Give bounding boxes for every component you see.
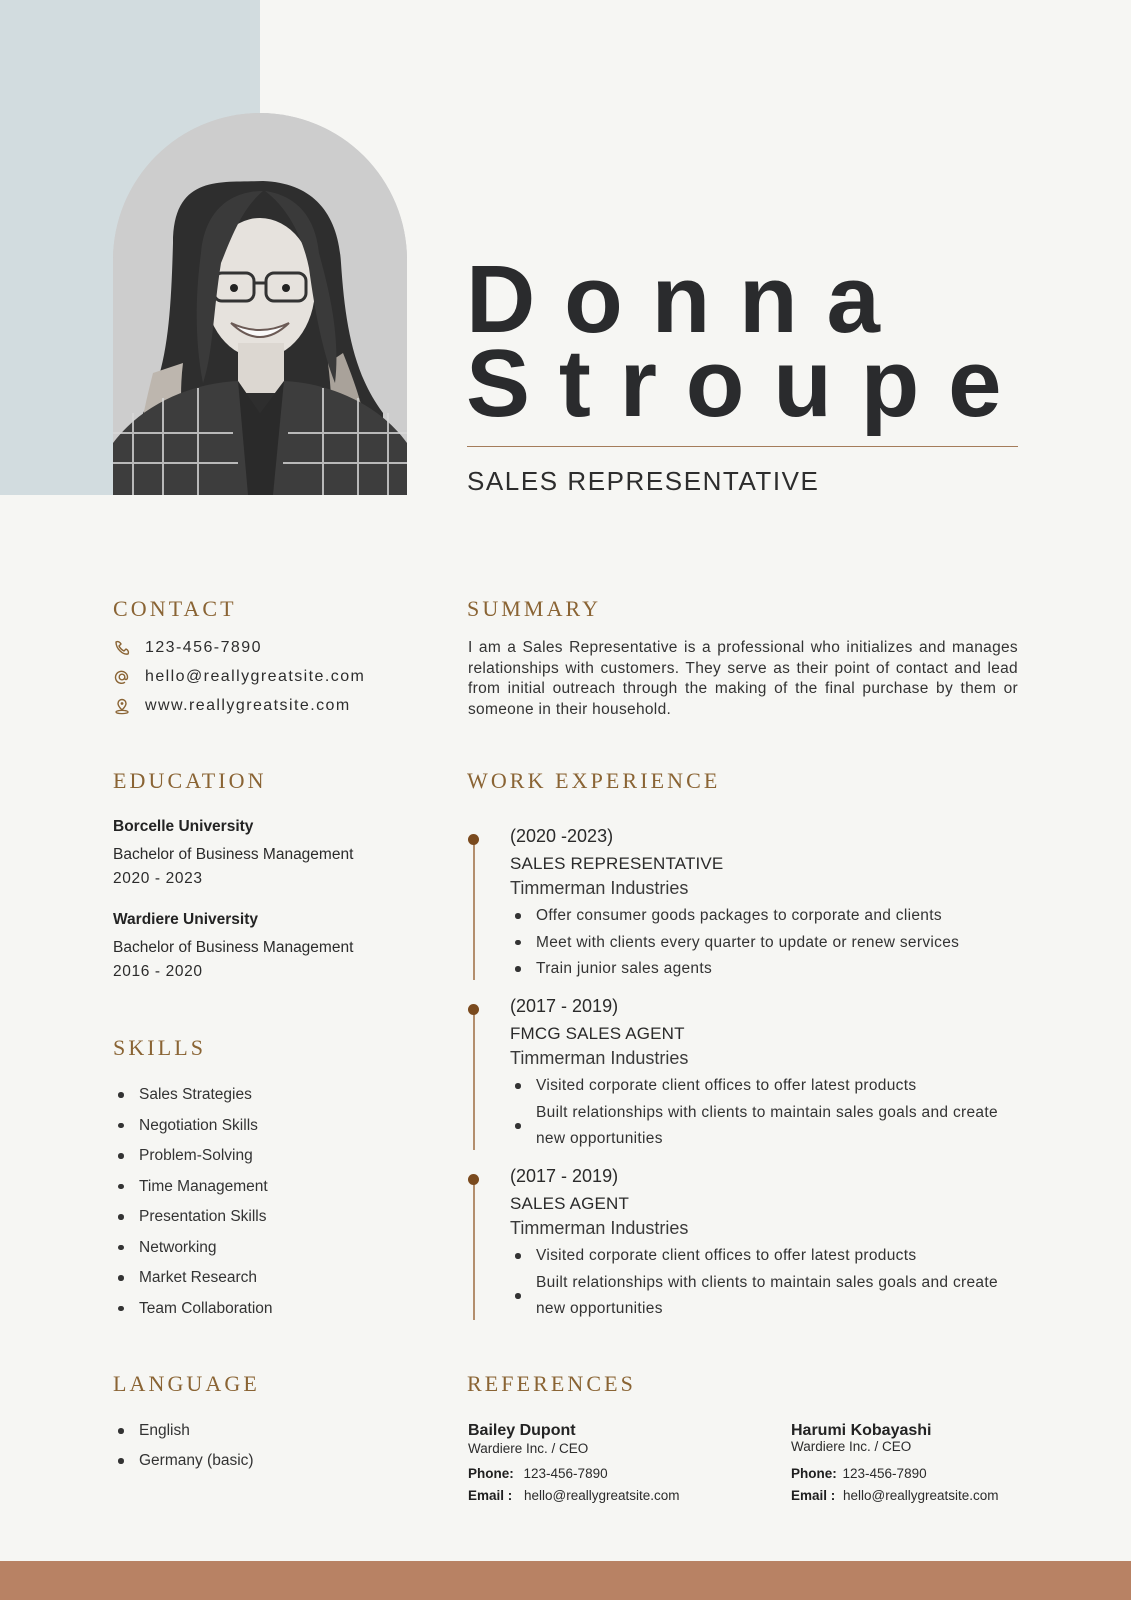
first-name: Donna [466, 246, 909, 353]
references-heading: REFERENCES [467, 1371, 636, 1396]
education-years: 2020 - 2023 [113, 870, 203, 887]
skill-item: Presentation Skills [113, 1202, 273, 1233]
education-heading: EDUCATION [113, 768, 267, 793]
language-item: Germany (basic) [113, 1446, 254, 1476]
job-duties [510, 1243, 1020, 1323]
job-duty: Visited corporate client offices to offer latest products [510, 1243, 1020, 1270]
summary-heading: SUMMARY [467, 596, 602, 621]
job-role: SALES REPRESENTATIVE [510, 854, 724, 873]
education-school: Wardiere University [113, 911, 259, 928]
job-period: (2017 - 2019) [510, 1166, 619, 1186]
job-duty: Built relationships with clients to maintain sales goals and create new opportunities [510, 1270, 1020, 1323]
job-period: (2020 -2023) [510, 826, 614, 846]
skill-item: Team Collaboration [113, 1294, 273, 1325]
job-company: Timmerman Industries [510, 878, 689, 898]
language-item: English [113, 1416, 254, 1446]
job-title: SALES REPRESENTATIVE [467, 466, 820, 496]
reference-phone-label: Phone: [468, 1466, 514, 1481]
header-divider [467, 446, 1018, 447]
reference-phone [791, 1466, 927, 1481]
skills-list [113, 1080, 273, 1324]
job-duty: Train junior sales agents [510, 956, 1020, 983]
reference-phone [468, 1466, 608, 1481]
phone-icon [113, 639, 131, 657]
reference-phone-value: 123-456-7890 [842, 1466, 927, 1481]
reference-org: Wardiere Inc. / CEO [791, 1439, 912, 1454]
timeline-dot [468, 834, 479, 845]
reference-email-label: Email : [791, 1488, 836, 1503]
language-heading: LANGUAGE [113, 1371, 260, 1396]
profile-photo [113, 113, 407, 495]
reference-email [468, 1488, 680, 1503]
job-duty: Built relationships with clients to maintain sales goals and create new opportunities [510, 1100, 1020, 1153]
phone-text: 123-456-7890 [145, 639, 262, 656]
skill-item: Networking [113, 1233, 273, 1264]
reference-email-label: Email : [468, 1488, 513, 1503]
work-heading: WORK EXPERIENCE [467, 768, 721, 793]
job-period: (2017 - 2019) [510, 996, 619, 1016]
language-list [113, 1416, 254, 1476]
job-role: SALES AGENT [510, 1194, 630, 1213]
last-name: Stroupe [466, 330, 1031, 437]
timeline-dot [468, 1004, 479, 1015]
skills-heading: SKILLS [113, 1035, 207, 1060]
reference-email [791, 1488, 999, 1503]
email-text: hello@reallygreatsite.com [145, 668, 366, 685]
timeline-line [473, 1180, 475, 1320]
skill-item: Sales Strategies [113, 1080, 273, 1111]
footer-bar [0, 1561, 1131, 1600]
education-school: Borcelle University [113, 818, 254, 835]
summary-text: I am a Sales Representative is a professional who initializes and manages relationships with customers. They serve as their point of contact and lead from initial outreach through the making of the final purchase by them or someone in their household. [468, 639, 1018, 718]
job-duty: Visited corporate client offices to offer latest products [510, 1073, 1020, 1100]
contact-website [113, 694, 351, 718]
job-duty: Meet with clients every quarter to update or renew services [510, 930, 1020, 957]
reference-phone-value: 123-456-7890 [523, 1466, 608, 1481]
website-text: www.reallygreatsite.com [145, 697, 351, 714]
timeline-dot [468, 1174, 479, 1185]
education-degree: Bachelor of Business Management [113, 846, 354, 863]
location-pin-icon [113, 697, 131, 715]
contact-phone [113, 636, 262, 660]
skill-item: Problem-Solving [113, 1141, 273, 1172]
timeline-line [473, 1010, 475, 1150]
reference-org: Wardiere Inc. / CEO [468, 1441, 589, 1456]
job-duty: Offer consumer goods packages to corporate and clients [510, 903, 1020, 930]
reference-email-value: hello@reallygreatsite.com [843, 1488, 999, 1503]
reference-name: Harumi Kobayashi [791, 1422, 932, 1439]
timeline-line [473, 840, 475, 980]
skill-item: Market Research [113, 1263, 273, 1294]
skill-item: Negotiation Skills [113, 1111, 273, 1142]
reference-email-value: hello@reallygreatsite.com [524, 1488, 680, 1503]
job-duties [510, 903, 1020, 983]
contact-email [113, 665, 365, 689]
education-degree: Bachelor of Business Management [113, 939, 354, 956]
job-company: Timmerman Industries [510, 1048, 689, 1068]
at-sign-icon [113, 668, 131, 686]
education-years: 2016 - 2020 [113, 963, 203, 980]
reference-phone-label: Phone: [791, 1466, 837, 1481]
job-role: FMCG SALES AGENT [510, 1024, 685, 1043]
skill-item: Time Management [113, 1172, 273, 1203]
contact-heading: CONTACT [113, 596, 237, 621]
job-duties [510, 1073, 1020, 1153]
reference-name: Bailey Dupont [468, 1422, 576, 1439]
job-company: Timmerman Industries [510, 1218, 689, 1238]
